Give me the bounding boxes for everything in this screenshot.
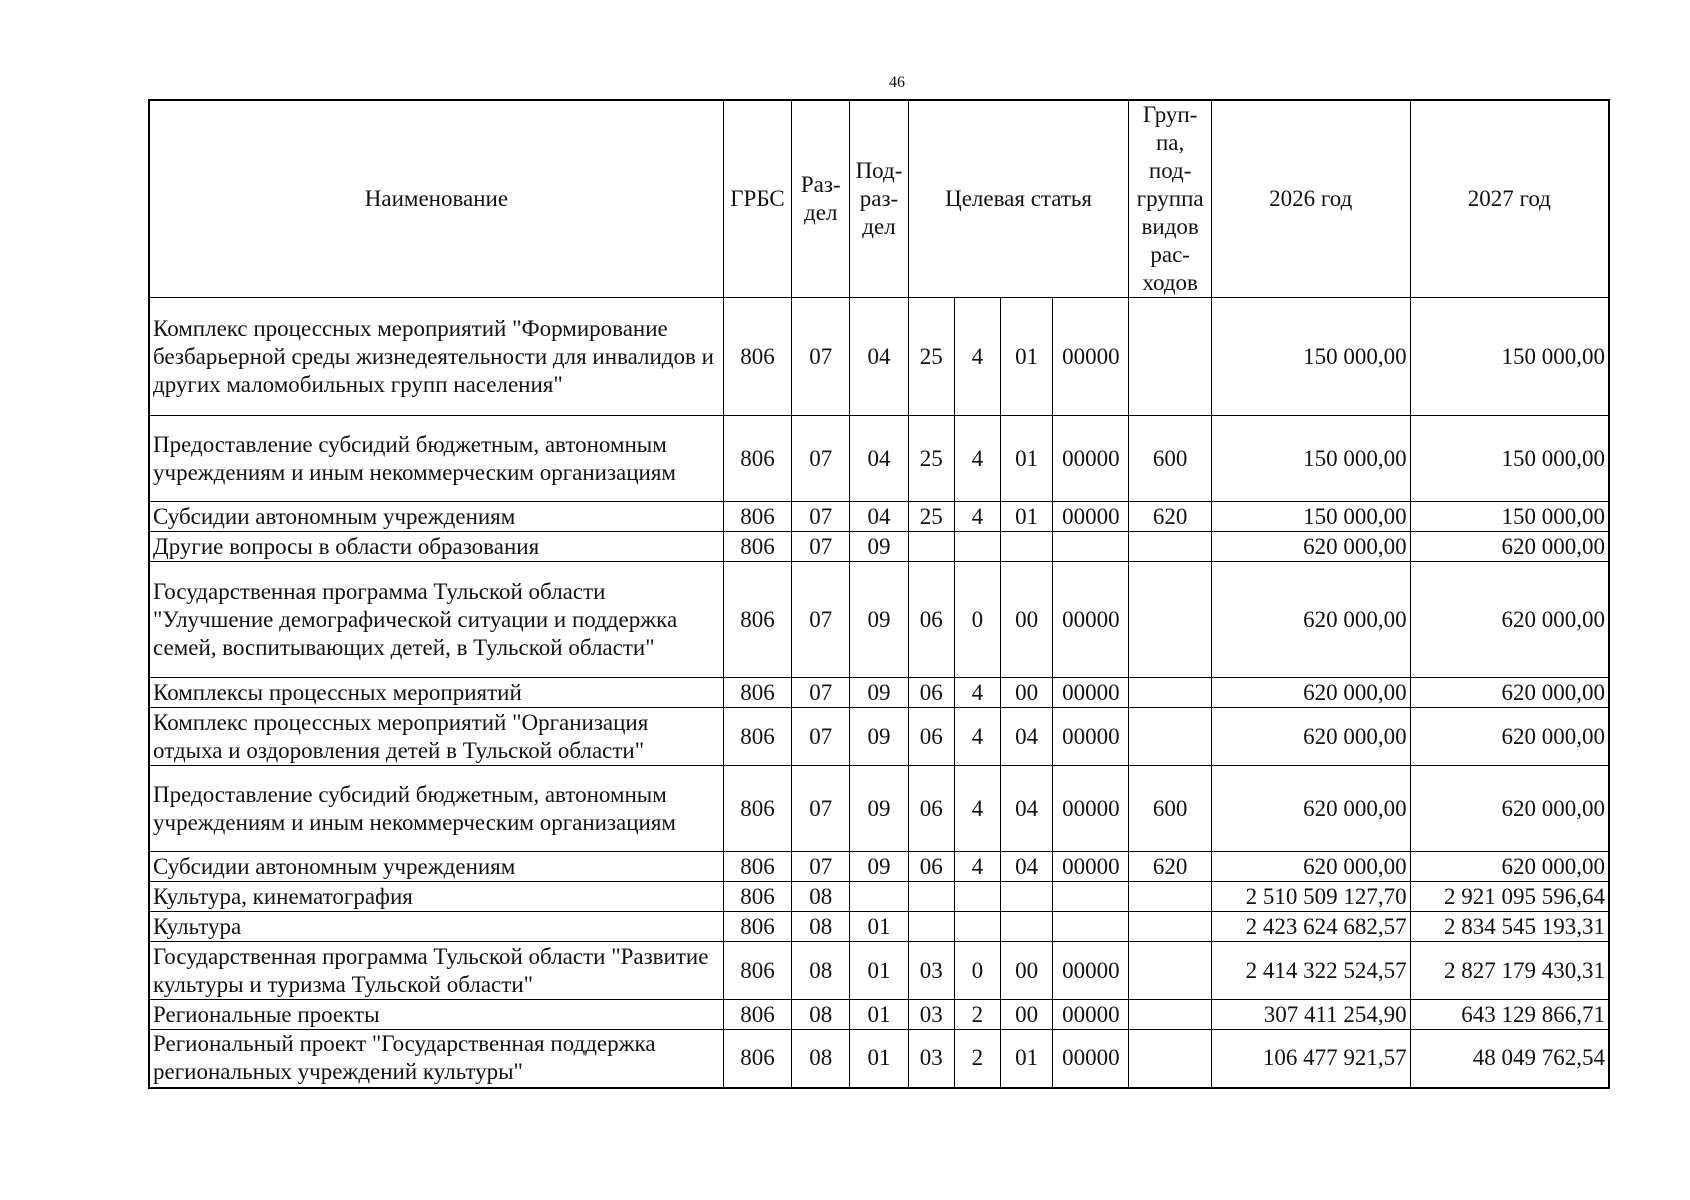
table-row [149, 882, 1609, 912]
row-cs-type: 2 [954, 1000, 1000, 1030]
row-podrazdel: 01 [850, 1030, 908, 1088]
row-cs-program: 25 [908, 502, 954, 532]
row-cs-type [954, 882, 1000, 912]
header-2027: 2027 год [1410, 100, 1609, 298]
row-amount-2026: 307 411 254,90 [1211, 1000, 1410, 1030]
row-vid-rashodov: 620 [1129, 502, 1211, 532]
row-amount-2027: 2 921 095 596,64 [1410, 882, 1609, 912]
row-name: Субсидии автономным учреждениям [149, 502, 723, 532]
row-cs-direction: 00000 [1053, 766, 1129, 852]
row-cs-type: 0 [954, 942, 1000, 1000]
row-cs-element [1000, 912, 1052, 942]
row-grbs: 806 [723, 852, 791, 882]
row-cs-type [954, 912, 1000, 942]
row-vid-rashodov [1129, 532, 1211, 562]
row-vid-rashodov [1129, 1000, 1211, 1030]
row-grbs: 806 [723, 562, 791, 678]
header-razdel: Раз- дел [792, 100, 850, 298]
table-row [149, 298, 1609, 416]
header-name: Наименование [149, 100, 723, 298]
row-vid-rashodov: 620 [1129, 852, 1211, 882]
row-cs-direction: 00000 [1053, 1030, 1129, 1088]
row-name: Комплекс процессных мероприятий "Формирование безбарьерной среды жизнедеятельности для инвалидов и других маломобильных групп населения" [149, 298, 723, 416]
row-grbs: 806 [723, 298, 791, 416]
row-name: Предоставление субсидий бюджетным, автономным учреждениям и иным некоммерческим организациям [149, 766, 723, 852]
row-amount-2026: 150 000,00 [1211, 298, 1410, 416]
table-body [149, 298, 1609, 1088]
row-podrazdel: 09 [850, 532, 908, 562]
row-podrazdel [850, 882, 908, 912]
header-2026: 2026 год [1211, 100, 1410, 298]
row-amount-2026: 620 000,00 [1211, 678, 1410, 708]
row-vid-rashodov [1129, 562, 1211, 678]
row-podrazdel: 01 [850, 912, 908, 942]
table-row [149, 562, 1609, 678]
table-row [149, 1030, 1609, 1088]
row-razdel: 08 [792, 1000, 850, 1030]
row-cs-type: 4 [954, 298, 1000, 416]
table-row [149, 1000, 1609, 1030]
row-cs-element: 01 [1000, 298, 1052, 416]
table-row [149, 912, 1609, 942]
row-podrazdel: 09 [850, 766, 908, 852]
row-cs-program: 06 [908, 678, 954, 708]
row-vid-rashodov [1129, 298, 1211, 416]
row-amount-2026: 2 423 624 682,57 [1211, 912, 1410, 942]
row-cs-direction: 00000 [1053, 678, 1129, 708]
row-vid-rashodov [1129, 912, 1211, 942]
row-amount-2026: 620 000,00 [1211, 852, 1410, 882]
row-amount-2027: 620 000,00 [1410, 708, 1609, 766]
row-cs-program: 06 [908, 766, 954, 852]
row-cs-type: 4 [954, 502, 1000, 532]
row-amount-2027: 2 827 179 430,31 [1410, 942, 1609, 1000]
row-amount-2026: 620 000,00 [1211, 562, 1410, 678]
row-amount-2027: 620 000,00 [1410, 562, 1609, 678]
row-cs-program: 03 [908, 1030, 954, 1088]
header-podrazdel: Под- раз- дел [850, 100, 908, 298]
row-cs-direction [1053, 882, 1129, 912]
row-podrazdel: 09 [850, 852, 908, 882]
row-name: Культура [149, 912, 723, 942]
row-cs-program: 06 [908, 562, 954, 678]
row-amount-2027: 150 000,00 [1410, 416, 1609, 502]
row-cs-direction: 00000 [1053, 1000, 1129, 1030]
row-razdel: 08 [792, 942, 850, 1000]
row-name: Субсидии автономным учреждениям [149, 852, 723, 882]
row-amount-2027: 48 049 762,54 [1410, 1030, 1609, 1088]
row-podrazdel: 09 [850, 678, 908, 708]
row-cs-type: 2 [954, 1030, 1000, 1088]
row-grbs: 806 [723, 766, 791, 852]
row-cs-program: 25 [908, 298, 954, 416]
row-podrazdel: 01 [850, 942, 908, 1000]
row-razdel: 07 [792, 502, 850, 532]
row-grbs: 806 [723, 416, 791, 502]
row-podrazdel: 01 [850, 1000, 908, 1030]
row-razdel: 07 [792, 852, 850, 882]
row-cs-program: 03 [908, 1000, 954, 1030]
row-grbs: 806 [723, 912, 791, 942]
row-amount-2027: 620 000,00 [1410, 678, 1609, 708]
row-cs-program: 06 [908, 708, 954, 766]
table-row [149, 942, 1609, 1000]
row-grbs: 806 [723, 678, 791, 708]
table-row [149, 416, 1609, 502]
row-cs-element [1000, 882, 1052, 912]
row-cs-element: 01 [1000, 502, 1052, 532]
row-amount-2027: 2 834 545 193,31 [1410, 912, 1609, 942]
row-cs-program [908, 882, 954, 912]
row-name: Региональный проект "Государственная поддержка региональных учреждений культуры" [149, 1030, 723, 1088]
header-vid-rashodov: Груп- па, под- группа видов рас- ходов [1129, 100, 1211, 298]
row-cs-element: 00 [1000, 1000, 1052, 1030]
row-amount-2027: 150 000,00 [1410, 298, 1609, 416]
row-podrazdel: 09 [850, 562, 908, 678]
row-amount-2027: 620 000,00 [1410, 766, 1609, 852]
row-cs-direction: 00000 [1053, 708, 1129, 766]
table-row [149, 502, 1609, 532]
row-razdel: 07 [792, 416, 850, 502]
row-cs-element: 01 [1000, 416, 1052, 502]
row-cs-element: 04 [1000, 852, 1052, 882]
row-cs-type: 4 [954, 766, 1000, 852]
row-cs-program [908, 912, 954, 942]
budget-table [148, 99, 1610, 1089]
row-name: Комплекс процессных мероприятий "Организация отдыха и оздоровления детей в Тульской области" [149, 708, 723, 766]
row-amount-2026: 2 510 509 127,70 [1211, 882, 1410, 912]
row-cs-direction: 00000 [1053, 942, 1129, 1000]
row-amount-2026: 150 000,00 [1211, 502, 1410, 532]
row-razdel: 07 [792, 298, 850, 416]
row-cs-direction: 00000 [1053, 298, 1129, 416]
row-cs-element: 04 [1000, 708, 1052, 766]
header-celevaya-statya: Целевая статья [908, 100, 1129, 298]
row-razdel: 08 [792, 912, 850, 942]
row-grbs: 806 [723, 1000, 791, 1030]
table-row [149, 708, 1609, 766]
row-razdel: 07 [792, 532, 850, 562]
row-amount-2027: 150 000,00 [1410, 502, 1609, 532]
row-cs-element: 00 [1000, 942, 1052, 1000]
row-amount-2026: 2 414 322 524,57 [1211, 942, 1410, 1000]
row-name: Региональные проекты [149, 1000, 723, 1030]
row-cs-type: 4 [954, 416, 1000, 502]
row-amount-2027: 620 000,00 [1410, 852, 1609, 882]
row-vid-rashodov [1129, 678, 1211, 708]
table-row [149, 766, 1609, 852]
row-cs-element [1000, 532, 1052, 562]
row-razdel: 07 [792, 678, 850, 708]
row-cs-direction: 00000 [1053, 562, 1129, 678]
row-amount-2026: 620 000,00 [1211, 532, 1410, 562]
row-razdel: 08 [792, 882, 850, 912]
row-grbs: 806 [723, 502, 791, 532]
row-cs-direction [1053, 532, 1129, 562]
row-name: Комплексы процессных мероприятий [149, 678, 723, 708]
row-amount-2027: 620 000,00 [1410, 532, 1609, 562]
row-cs-element: 04 [1000, 766, 1052, 852]
row-name: Культура, кинематография [149, 882, 723, 912]
row-amount-2026: 150 000,00 [1211, 416, 1410, 502]
row-cs-element: 00 [1000, 678, 1052, 708]
row-grbs: 806 [723, 942, 791, 1000]
row-cs-type: 4 [954, 678, 1000, 708]
row-vid-rashodov [1129, 708, 1211, 766]
row-amount-2026: 620 000,00 [1211, 708, 1410, 766]
row-name: Другие вопросы в области образования [149, 532, 723, 562]
row-cs-program: 03 [908, 942, 954, 1000]
row-amount-2026: 620 000,00 [1211, 766, 1410, 852]
row-name: Государственная программа Тульской области "Улучшение демографической ситуации и поддержка семей, воспитывающих детей, в Тульской области" [149, 562, 723, 678]
row-razdel: 07 [792, 766, 850, 852]
row-cs-direction: 00000 [1053, 852, 1129, 882]
row-podrazdel: 04 [850, 416, 908, 502]
row-cs-type [954, 532, 1000, 562]
row-razdel: 07 [792, 562, 850, 678]
table-row [149, 532, 1609, 562]
page-number: 46 [889, 74, 905, 91]
row-cs-direction [1053, 912, 1129, 942]
row-podrazdel: 04 [850, 502, 908, 532]
row-podrazdel: 09 [850, 708, 908, 766]
row-cs-direction: 00000 [1053, 502, 1129, 532]
row-grbs: 806 [723, 532, 791, 562]
row-cs-type: 4 [954, 852, 1000, 882]
row-razdel: 07 [792, 708, 850, 766]
row-grbs: 806 [723, 1030, 791, 1088]
row-cs-element: 01 [1000, 1030, 1052, 1088]
row-cs-program [908, 532, 954, 562]
row-vid-rashodov [1129, 942, 1211, 1000]
row-name: Государственная программа Тульской области "Развитие культуры и туризма Тульской области" [149, 942, 723, 1000]
row-vid-rashodov [1129, 1030, 1211, 1088]
row-grbs: 806 [723, 708, 791, 766]
table-row [149, 852, 1609, 882]
header-grbs: ГРБС [723, 100, 791, 298]
row-grbs: 806 [723, 882, 791, 912]
row-vid-rashodov [1129, 882, 1211, 912]
table-row [149, 678, 1609, 708]
row-cs-type: 4 [954, 708, 1000, 766]
row-cs-type: 0 [954, 562, 1000, 678]
row-cs-element: 00 [1000, 562, 1052, 678]
row-amount-2027: 643 129 866,71 [1410, 1000, 1609, 1030]
row-name: Предоставление субсидий бюджетным, автономным учреждениям и иным некоммерческим организациям [149, 416, 723, 502]
row-razdel: 08 [792, 1030, 850, 1088]
row-cs-program: 06 [908, 852, 954, 882]
row-podrazdel: 04 [850, 298, 908, 416]
row-cs-direction: 00000 [1053, 416, 1129, 502]
row-cs-program: 25 [908, 416, 954, 502]
row-vid-rashodov: 600 [1129, 416, 1211, 502]
row-vid-rashodov: 600 [1129, 766, 1211, 852]
row-amount-2026: 106 477 921,57 [1211, 1030, 1410, 1088]
